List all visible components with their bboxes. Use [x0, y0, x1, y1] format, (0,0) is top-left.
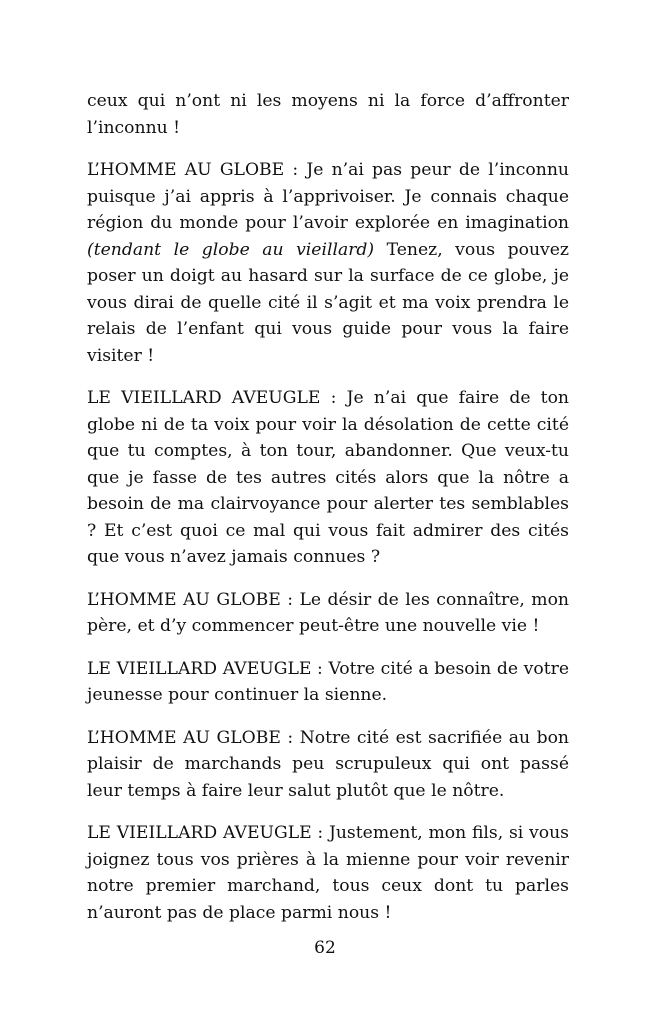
dialogue-text: Tenez, vous pouvez poser un doigt au hasard sur la surface de ce globe, je vous dirai de quelle cité il s’agit et ma voix prendra le relais de l’enfant qui vous guide pour vous la faire visiter !: [87, 239, 569, 366]
page-number: 62: [314, 938, 336, 958]
paragraph-homme-au-globe-1: [87, 157, 569, 369]
page-body: [87, 88, 569, 942]
paragraph-continuation: ceux qui n’ont ni les moyens ni la force d’affronter l’inconnu !: [87, 91, 569, 138]
paragraph-homme-au-globe-2: L’HOMME AU GLOBE : Le désir de les connaître, mon père, et d’y commencer peut-être une nouvelle vie !: [87, 589, 569, 636]
paragraph-vieillard-1: LE VIEILLARD AVEUGLE : Je n’ai que faire de ton globe ni de ta voix pour voir la désolation de cette cité que tu comptes, à ton tour, abandonner. Que veux-tu que je fasse de tes autres cités alors que la nôtre a besoin de ma clairvoyance pour alerter tes semblables ? Et c’est quoi ce mal qui vous fait admirer des cités que vous n’avez jamais connues ?: [87, 388, 569, 567]
paragraph-vieillard-2: LE VIEILLARD AVEUGLE : Votre cité a besoin de votre jeunesse pour continuer la sienne.: [87, 658, 569, 705]
stage-direction: (tendant le globe au vieillard): [87, 239, 375, 260]
paragraph-vieillard-3: LE VIEILLARD AVEUGLE : Justement, mon fils, si vous joignez tous vos prières à la mienne pour voir revenir notre premier marchand, tous ceux dont tu parles n’auront pas de place parmi nous !: [87, 823, 569, 923]
paragraph-homme-au-globe-3: L’HOMME AU GLOBE : Notre cité est sacrifiée au bon plaisir de marchands peu scrupuleux qui ont passé leur temps à faire leur salut plutôt que le nôtre.: [87, 727, 569, 801]
dialogue-text: L’HOMME AU GLOBE : Je n’ai pas peur de l’inconnu puisque j’ai appris à l’apprivoiser. Je connais chaque région du monde pour l’avoir explorée en imagination: [87, 160, 569, 233]
